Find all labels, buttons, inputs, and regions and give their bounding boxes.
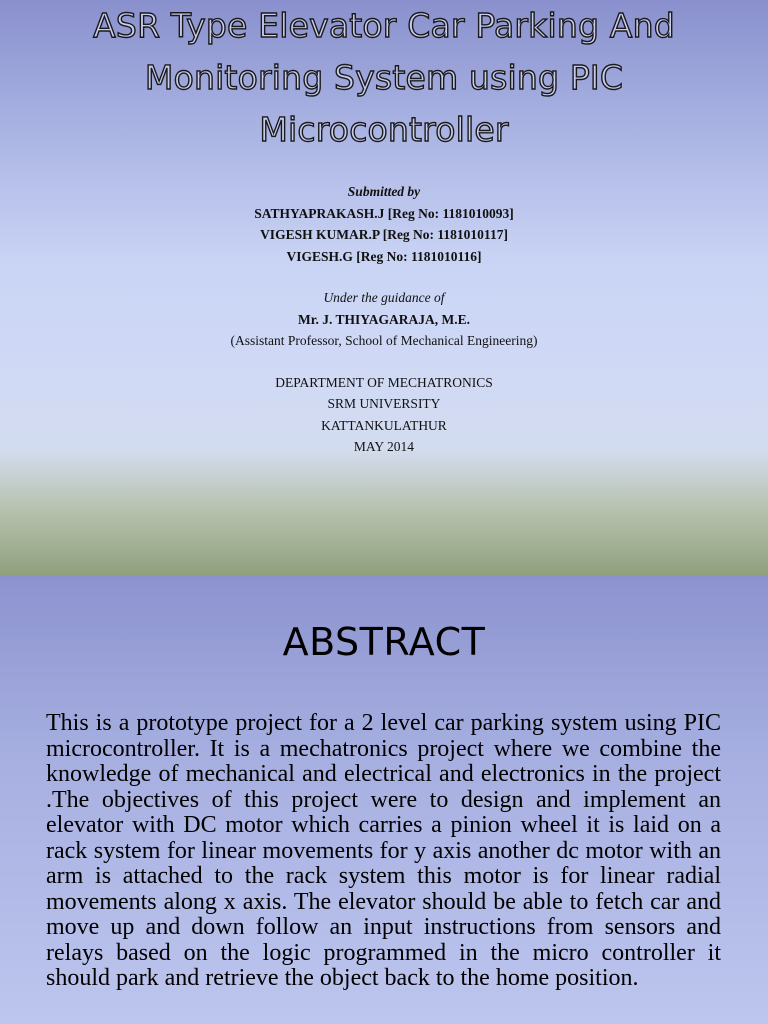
project-title	[0, 0, 768, 156]
submitted-by-label: Submitted by	[347, 184, 421, 199]
date: MAY 2014	[353, 439, 415, 454]
credits-block	[0, 181, 768, 458]
university: SRM UNIVERSITY	[327, 396, 441, 411]
guidance-label: Under the guidance of	[323, 290, 445, 305]
abstract-heading: ABSTRACT	[282, 620, 486, 664]
student-entry: SATHYAPRAKASH.J [Reg No: 1181010093]	[254, 205, 514, 221]
title-line: Microcontroller	[259, 110, 509, 149]
title-line: Monitoring System using PIC	[144, 58, 624, 97]
title-line: ASR Type Elevator Car Parking And	[93, 6, 675, 45]
department: DEPARTMENT OF MECHATRONICS	[275, 374, 493, 390]
abstract-body: This is a prototype project for a 2 level car parking system using PIC microcontroller. It is a mechatronics project where we combine the knowledge of mechanical and electrical and electronics in the project .The objectives of this project were to design and implement an elevator with DC motor which carries a pinion wheel it is laid on a rack system for linear movements for y axis another dc motor with an arm is attached to the rack system this motor is for linear radial movements along x axis. The elevator should be able to fetch car and move up and down follow an input instructions from sensors and relays based on the logic programmed in the micro controller it should park and retrieve the object back to the home position.	[46, 710, 721, 991]
location: KATTANKULATHUR	[321, 417, 447, 433]
spacer	[0, 352, 768, 372]
abstract-slide	[0, 576, 768, 1024]
spacer	[0, 267, 768, 287]
guide-name: Mr. J. THIYAGARAJA, M.E.	[297, 311, 470, 327]
guide-designation: (Assistant Professor, School of Mechanical Engineering)	[230, 333, 538, 348]
student-entry: VIGESH.G [Reg No: 1181010116]	[286, 248, 482, 264]
student-entry: VIGESH KUMAR.P [Reg No: 1181010117]	[260, 227, 508, 242]
